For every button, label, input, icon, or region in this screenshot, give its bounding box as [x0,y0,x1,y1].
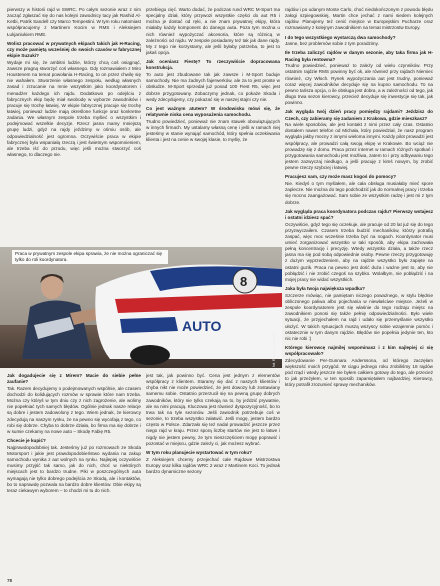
interview-answer: Szczerze mówiąc, nie pamiętam niczego poważnego, w stylu błędnie obliczonego paliwa albo pojechania w niewłaściwe miejsce. Jeżeli w zespole koordynatorem jest się właśnie do tego rodzaju miejsc na zawodnikiem ponosi się także pełnię odpowiedzialności. Było wiele sytuacji, że przyjechałem na rajd i udało się przemyślanie wszystko ułożyć. W takich sytuacjach muszą wszyscy sobie wzajemnie pomóc i ostatecznie w tym danym rajdzie. Błędów nie popełnia jedynie ten, kto nic nie robi :) [285,292,433,341]
interview-answer: jest tak, jak powinno być. Cena jest jednym z elementów współpracy z klientem. Staramy się dać z naszych klientów i chyba nikt nie może powiedzieć, że jest dowozy lub zostawiany samemu sobie. Ostatnio przerzucił się na pewną grupę dobrych zawodników, który nie tylko czekają na to, by jeździć prywatnie, ale na nimi pracują. Kluczowa jest również dyspozycyjność, bo to trwa tak na tyle sezonów. Jeśli zawodnik potrzebuje coś w sezonie, to trzeba wszystko załatwić. Jeśli mogę, jestem bardzo często w Polsce. Zdarzało się też nadal prowadzić jeszcze przez niego rajd w kraju. Przez sporą liczbę startów nie jest to łatwe i nigdy nie jestem pewny, że tym nieszczęściem mogę poprawić i pozostać w miejscu, gdzie zależy ci, jak możesz wybrać. [146,373,280,446]
interview-answer: Nie. Kiedyś o tym myślałem, ale cała obsługa musiałaby mieć spore zaplecze. Nie można do tego podchodzić jak do normalnej pracy i trzeba się mocno zaangażować. Sam sobie ze wszystkim radzę i jest mi z tym dobrze. [285,181,433,205]
photo-caption: Praca w prywatnym zespole ekipa sprawia, że nie można ograniczać się tylko do roli koordynatora. [12,250,168,264]
interview-answer: Zdecydowanie Per-Gunnara Anderssona, od którego zaczęłam większość moich przygód. W ciągu jednego roku zrobiliśmy 18 rajdów pod rząd i wtedy jeszcze nie byłem całkiem gotowy do tego, ale przecież to jak przeżyłem, w ten sposób zapamiętałem najbardziej. Kierowcy, który potrafił zrozumieć sprawy mechaników. [285,357,433,388]
interview-answer: Najprawdopodobniej tak. Jesteśmy już po rozmowach ze Skoda Motorsport i jakie jest prawdopodobieństwo wydania na zakup samochodu wynika z aut wolnych na rynku. Najlepiej oczywiście musimy przyjść tak samo, jak do nich, choć w niektórych miejscach jest to bardzo trudne. Piki w poszczególnych auta wymagają nie tylko dobrego podejścia ze Skodą, ale i kontaktów, bo to naprawdę pozwala na bardzo dobre klientów. Obie ekipy są teraz ciekawym wyborem – to chodzi mi tu do nich. [7,444,141,493]
page-number: 78 [7,578,13,583]
interview-question: Wolisz pracować w prywatnych ekipach takich jak H-Racing, czy może pamiętą wcześniej do swoich czasów w fabrycznej ekipie Suzuki? [7,40,141,59]
interview-question: Jak dogadujecie się z Mirem? Macie do siebie pełne zaufanie? [7,373,141,385]
photo-illustration [0,247,282,368]
interview-question: Chcecie je kupić? [7,438,46,444]
interview-answer: Trudno powiedzieć, ponieważ nie znam stawek obowiązujących w innych firmach. My ustalamy własną cenę i jeśli w ramach niej jesteśmy w stanie wynająć samochód, który spełnia oczekiwania klienta i jest na cenie w swojej klasie, to myślę, że [146,118,280,143]
article-column-1 [7,7,141,253]
interview-question: I do tego wszystkiego wystarczą dwa samochody? [285,34,396,40]
rally-car [95,264,282,365]
interview-question: Ile trzeba zaliczyć rajdów w danym sezonie, aby taka firma jak H-Racing była rentowna? [285,50,433,62]
interview-answer: pierwszy w historii rajd w SWRC. Po całym sezonie wraz z nim zacząć zgłaszać się do nas kolejni zawodnicy tacy jak Rashid Al-Ketbi, Patrik Sandell czy Marco Tempestini. W tym roku natomiast współpracujemy z Martinem Kocim w RMS i Aleksiejem Łukjaniukiem RME. [7,7,141,37]
car-lettering: AUTO [182,318,222,334]
interview-answer: Trudno powiedzieć, ponieważ to zależy od wielu czynników. Przy ostatnim rajdzie RMS powinny być ok, ale również przy rajdach Niemiec również, czy Włoch. Rynek wypożyczania aut jest trudny, ponieważ coraz więcej zawodników decyduje się na kupno samochodu. To na pewno tańsza opcja, o ile obsługa jest dobra, a w zależności od tego, jak długo trwa sezon kierowcy, przecież decyduje się inwestycje się tak, jak powinno. [285,63,433,106]
interview-question: Jak wygląda praca koordynatora podczas rajdu? Pierwszy wstajesz i ostatni idziesz spać? [285,208,433,220]
interview-answer: Tak. Razem decydujemy o podejmowanych wspólnie, ale czasem dochodzi do kolidujących rozmów w sprawie które nam trzeba. Można czy któryś w tym dniu czy z nich zagrożenie, ale wolimy nie popełniać tych samych błędów. Ogólnie jednak nasze relacje są dobre i jestem zadowolony z tego. Wiem jednak, że kierowcy zdecydują na naszym rynku, że na pewno się wycofają z tego, co robi się dobrze. Chyba to dobrze działa, bo firma ma się dobrze i w sumie czekamy na nowe auto – Skodę Fabię R5. [7,385,141,434]
photo-credit: fot. Ryszard Stasiński [272,332,276,367]
interview-answer: Z Aleksiejem chcemy przejechać całe Rajdowe Mistrzostwa Europy oraz kilka rajdów WRC 2 wraz z Martinem Koci. To jednak bardzo dynamiczne sezony [146,456,280,474]
article-column-3 [285,7,433,585]
interview-question: Jak wygląda twój dzień pracy pomiędzy rajdami? Jeździsz do Czech, czy zabieramy się zadaniem z Krakowa, gdzie mieszkasz? [285,109,433,121]
interview-answer: Oczywiście, gdyż tego się oczekuje, ale pracuje od 20 lat już się do tego przyzwyczaiłem. Czasem trzeba budzić mechaników, którzy potrafią zaspać, więc moc wcześnie trzeba być na nogach. Koordynator musi umieć zorganizować wszystko w taki sposób, aby ekipa zachowała pełną koncentrację i precyzję. Wtedy wszystko działa, a także rzecz jasna ma się pod sobą odpowiednie osoby. Pewne rzeczy przygotowuję z dużym wyprzedzeniem, aby na rajdzie wszystko było zapięte na ostatni guzik. Praca na pewno jest dość duża i ważne jest to, aby nie pobłądzić i nie zrobić czegoś na szybko. Wolałbym, nie pobłądzić i na mojej pracy nie widać wszystkich. [285,221,433,282]
interview-question: W tym roku planujecie wystartować w tym roku? [146,449,252,455]
article-column-4 [7,373,141,585]
interview-answer: To auto jest zbudowane tak jak zawsze i M-Sport buduje samochody. Nie ma żadnych fajerwerków, ale za to jest proste w obsłudze. M-Sport sprzedał już ponad 100 Fiest R5, więc jest dobrze przygotowany. Zobaczymy jednak, co pokaże Skoda i wedy zdecydujemy, czy pokazać się w naszej stajni czy nie. [146,72,280,102]
rally-service-photo [0,247,282,368]
interview-question: Pracujesz sam, czy może masz kogoś do pomocy? [285,174,397,180]
article-column-5 [146,373,280,585]
interview-answer: Jasne, bez problemów sobie z tym poradzimy. [285,41,379,47]
interview-question: Którego kierowcę najmilej wspominasz i z kim najlepiej ci się współpracowało? [285,344,433,357]
interview-answer: przebiegu cięć. Warto dodać, że podczas rund WRC M-Sport ma specjalny dział, który przywozi wszystkie części do aut R5 i można je dostać od ręki, a nie znam prywatnej ekipy, która miałaby każdy komponent do danego auta. Poza tym można u nich również wypożyczać akcesoria, które są różnicą w zależności od rajdu. W zespole posiadamy też tak jak dane rajdy. My z tego nie korzystamy, ale jeśli byłaby potrzeba, to jest to jakaś opcja. [146,7,280,56]
interview-question: Jak oceniasz Fiestę? To rzeczywiście dopracowana konstrukcja. [146,59,280,71]
article-column-2 [146,7,280,253]
interview-answer: Wydaje mi się, że ambitni ludzie, którzy chcą coś osiągnąć, zawsze pragną stworzyć coś własnego. Gdy rozmawiałem z Miro Houstenem na temat powołania H-Racing, to on przez chwilę się nie wahałem. Stworzenie własnego zespołu, według własnych zasad i zrzucanie na mnie wszystkim jako koordynatorem i menadżer każdego ich rajdu. Dodatkowo po odejściu z fabrycznych ekip będę miał swobodę w wyborze zawodników i pracuje się trochę łatwiej. W ekipie fabrycznej pracuje się trochę łatwiej, ponieważ ludzie mają określone funkcje oraz konkretne zadania. We własnym zespole trzeba myśleć o wszystkim i podejmować wszelkie decyzje. Rzecz jasna mamy mniejszą grupę ludzi, gdyż na rajdy jeździmy w ośmiu osób, ale odpowiedzialność jest ogromna. Oczywiście praca w ekipie fabrycznej była wspaniałą rzeczą i jest świetnym wspomnieniem, ale trzeba iść do przodu, więc jeśli można stworzyć coś własnego, to dlaczego nie. [7,59,141,158]
interview-question: Jaka była twoja największa wpadka? [285,286,365,292]
interview-question: Co jest ważnym atutem? W środowisku mówi się, że relatywnie niska cena wyposażenia samochodu. [146,105,280,117]
svg-text:8: 8 [240,274,248,289]
interview-answer: Na wiele sposobów, ale jest kontakt z nimi przez cały czas. Ostatnio dostałem nawet telefon od Michała, który powiedział, że nasz program wygląda jakby mocny z innymi wieloma innymi. Każdy pilot prowadzi jest współpracy, ale prowadzi całą swoją ekipę w Krakowie. Bo wciąż nie prowadzę się z domu. Praca przez internet w ramach różnych spotkań i przygotowania samochodu jest możliwa, zatem to i przy odbywaniu tego jestem zazwyczaj niedługo, a jeśli pracuję z kimś nowym, by zrobić pewne rzeczy szybciej i łatwiej. [285,122,433,171]
interview-answer: rajdów i po udanym Monte Carlo, choć niedokończonym z powodu błędu załogi szpiegowskiej, Martin chce jechać z nami siedem kolejnych rajdów. Planujemy też cenić miejsce w Europejskim Pucharze oraz rozmawiamy z kolejnym zawodnikiem na temat mistrzostw Europy. [285,7,433,31]
